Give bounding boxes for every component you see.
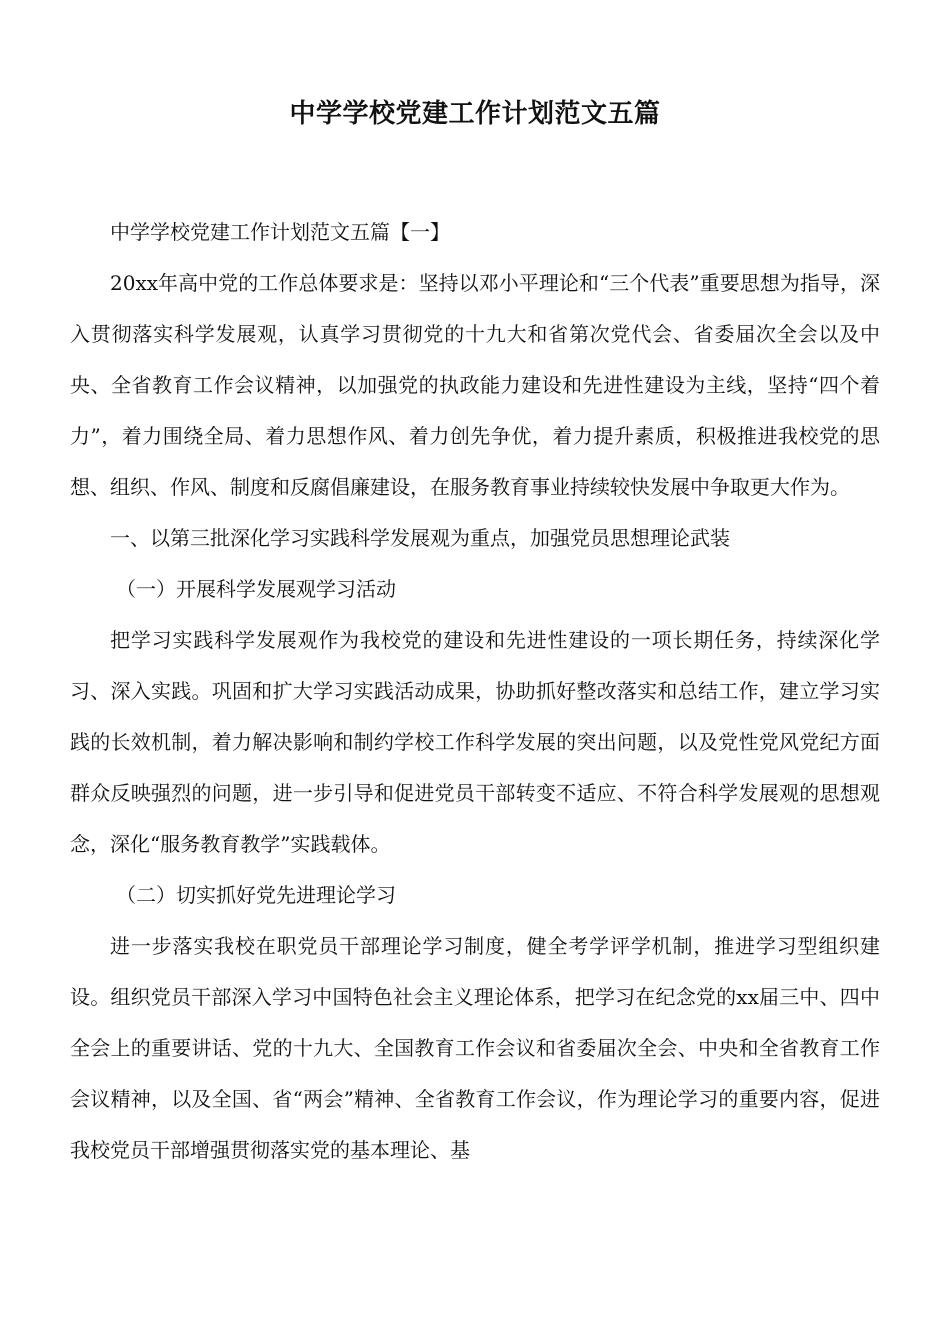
document-body (70, 160, 880, 1176)
subheading-one: （一）开展科学发展观学习活动 (116, 577, 396, 601)
paragraph-overview: 20xx年高中党的工作总体要求是：坚持以邓小平理论和“三个代表”重要思想为指导，深入贯彻落实科学发展观，认真学习贯彻党的十九大和省第次党代会、省委届次全会以及中央、全省教育工作会议精神，以加强党的执政能力建设和先进性建设为主线，坚持“四个着力”，着力围绕全局、着力思想作风、着力创先争优，着力提升素质，积极推进我校党的思想、组织、作风、制度和反腐倡廉建设，在服务教育事业持续较快发展中争取更大作为。 (70, 271, 880, 499)
paragraph-study-activity: 把学习实践科学发展观作为我校党的建设和先进性建设的一项长期任务，持续深化学习、深入实践。巩固和扩大学习实践活动成果，协助抓好整改落实和总结工作，建立学习实践的长效机制，着力解决影响和制约学校工作科学发展的突出问题，以及党性党风党纪方面群众反映强烈的问题，进一步引导和促进党员干部转变不适应、不符合科学发展观的思想观念，深化“服务教育教学”实践载体。 (70, 628, 880, 856)
document-title: 中学学校党建工作计划范文五篇 (289, 99, 661, 129)
subheading-two: （二）切实抓好党先进理论学习 (116, 883, 396, 907)
heading-part-one: 一、以第三批深化学习实践科学发展观为重点，加强党员思想理论武装 (110, 526, 730, 550)
paragraph-theory-study: 进一步落实我校在职党员干部理论学习制度，健全考学评学机制，推进学习型组织建设。组织党员干部深入学习中国特色社会主义理论体系，把学习在纪念党的xx届三中、四中全会上的重要讲话、党的十九大、全国教育工作会议和省委届次全会、中央和全省教育工作会议精神，以及全国、省“两会”精神、全省教育工作会议，作为理论学习的重要内容，促进我校党员干部增强贯彻落实党的基本理论、基 (70, 934, 880, 1162)
section-title: 中学学校党建工作计划范文五篇【一】 (110, 220, 450, 244)
